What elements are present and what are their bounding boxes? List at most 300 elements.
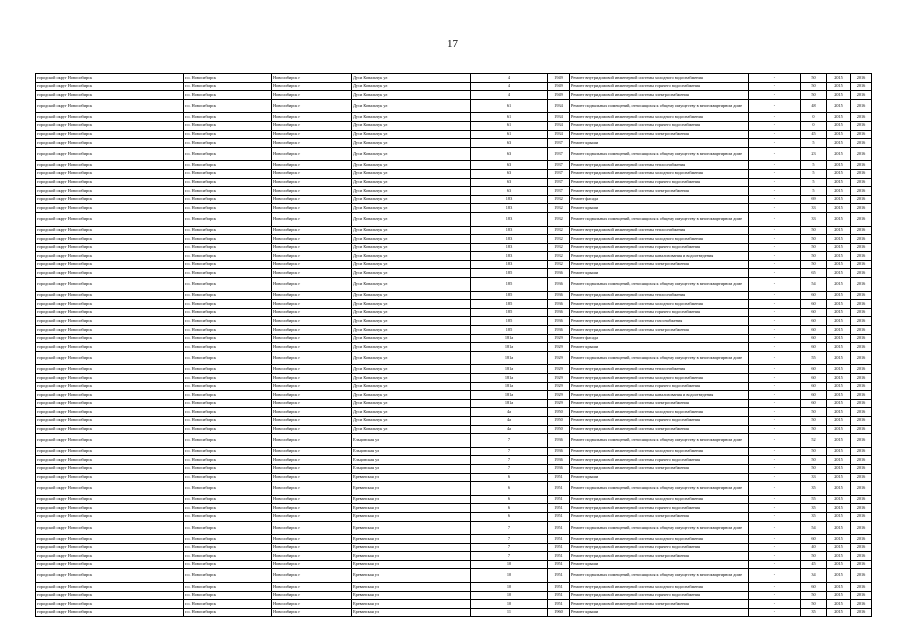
city-cell: Новосибирск г <box>272 308 352 317</box>
district-cell: городской округ Новосибирск <box>36 583 184 592</box>
cost-cell: 65 <box>801 269 827 278</box>
district-cell: городской округ Новосибирск <box>36 382 184 391</box>
work-type-cell: Ремонт крыши <box>570 269 749 278</box>
street-cell: Ереванская ул <box>352 535 471 544</box>
work-type-cell: Ремонт внутридомовой инженерной системы горячего водоснабжения <box>570 121 749 130</box>
street-cell: Ереванская ул <box>352 591 471 600</box>
end-year-cell: 2016 <box>851 591 872 600</box>
street-cell: Дуси Ковальчук ул <box>352 399 471 408</box>
district-cell: городской округ Новосибирск <box>36 308 184 317</box>
end-year-cell: 2016 <box>851 161 872 170</box>
work-type-cell: Ремонт внутридомовой инженерной системы электроснабжения <box>570 91 749 100</box>
dash-cell: - <box>749 161 801 170</box>
street-cell: Дуси Ковальчук ул <box>352 139 471 148</box>
municipality-cell: г.о. Новосибирск <box>184 187 272 196</box>
table-row <box>36 260 872 269</box>
city-cell: Новосибирск г <box>272 343 352 352</box>
cost-cell: 35 <box>801 608 827 617</box>
street-cell: Ереванская ул <box>352 608 471 617</box>
end-year-cell: 2016 <box>851 113 872 122</box>
house-number-cell: 6 <box>471 482 548 496</box>
start-year-cell: 2015 <box>827 161 851 170</box>
start-year-cell: 2015 <box>827 139 851 148</box>
municipality-cell: г.о. Новосибирск <box>184 291 272 300</box>
district-cell: городской округ Новосибирск <box>36 608 184 617</box>
table-row <box>36 416 872 425</box>
street-cell: Дуси Ковальчук ул <box>352 187 471 196</box>
dash-cell: - <box>749 334 801 343</box>
end-year-cell: 2016 <box>851 382 872 391</box>
street-cell: Дуси Ковальчук ул <box>352 252 471 261</box>
cost-cell: 0 <box>801 121 827 130</box>
dash-cell: - <box>749 195 801 204</box>
city-cell: Новосибирск г <box>272 99 352 113</box>
build-year-cell: 1949 <box>548 91 570 100</box>
start-year-cell: 2015 <box>827 212 851 226</box>
start-year-cell: 2015 <box>827 235 851 244</box>
district-cell: городской округ Новосибирск <box>36 391 184 400</box>
street-cell: Ереванская ул <box>352 600 471 609</box>
dash-cell: - <box>749 351 801 365</box>
dash-cell: - <box>749 82 801 91</box>
cost-cell: 50 <box>801 464 827 473</box>
cost-cell: 60 <box>801 300 827 309</box>
house-number-cell: 4 <box>471 91 548 100</box>
district-cell: городской округ Новосибирск <box>36 482 184 496</box>
dash-cell: - <box>749 147 801 161</box>
cost-cell: 55 <box>801 351 827 365</box>
house-number-cell: 4а <box>471 425 548 434</box>
dash-cell: - <box>749 291 801 300</box>
street-cell: Дуси Ковальчук ул <box>352 425 471 434</box>
end-year-cell: 2016 <box>851 560 872 569</box>
dash-cell: - <box>749 447 801 456</box>
cost-cell: 55 <box>801 495 827 504</box>
end-year-cell: 2016 <box>851 495 872 504</box>
build-year-cell: 1951 <box>548 569 570 583</box>
end-year-cell: 2016 <box>851 130 872 139</box>
end-year-cell: 2016 <box>851 91 872 100</box>
city-cell: Новосибирск г <box>272 121 352 130</box>
cost-cell: 50 <box>801 243 827 252</box>
start-year-cell: 2015 <box>827 291 851 300</box>
build-year-cell: 1936 <box>548 291 570 300</box>
end-year-cell: 2016 <box>851 408 872 417</box>
table-row <box>36 252 872 261</box>
municipality-cell: г.о. Новосибирск <box>184 130 272 139</box>
house-number-cell: 63 <box>471 178 548 187</box>
dash-cell: - <box>749 74 801 83</box>
municipality-cell: г.о. Новосибирск <box>184 382 272 391</box>
build-year-cell: 1936 <box>548 300 570 309</box>
house-number-cell: 183 <box>471 260 548 269</box>
street-cell: Ельцовская ул <box>352 456 471 465</box>
work-type-cell: Ремонт внутридомовой инженерной системы горячего водоснабжения <box>570 456 749 465</box>
house-number-cell: 183 <box>471 226 548 235</box>
build-year-cell: 1932 <box>548 252 570 261</box>
city-cell: Новосибирск г <box>272 91 352 100</box>
dash-cell: - <box>749 543 801 552</box>
cost-cell: 60 <box>801 374 827 383</box>
work-type-cell: Ремонт крыши <box>570 560 749 569</box>
end-year-cell: 2016 <box>851 543 872 552</box>
start-year-cell: 2015 <box>827 425 851 434</box>
district-cell: городской округ Новосибирск <box>36 147 184 161</box>
district-cell: городской округ Новосибирск <box>36 139 184 148</box>
house-number-cell: 181а <box>471 382 548 391</box>
district-cell: городской округ Новосибирск <box>36 317 184 326</box>
street-cell: Ереванская ул <box>352 521 471 535</box>
table-row <box>36 308 872 317</box>
start-year-cell: 2015 <box>827 408 851 417</box>
cost-cell: 60 <box>801 382 827 391</box>
start-year-cell: 2015 <box>827 416 851 425</box>
work-type-cell: Ремонт фасада <box>570 334 749 343</box>
build-year-cell: 1950 <box>548 416 570 425</box>
district-cell: городской округ Новосибирск <box>36 212 184 226</box>
cost-cell: 50 <box>801 591 827 600</box>
table-row <box>36 169 872 178</box>
end-year-cell: 2016 <box>851 425 872 434</box>
end-year-cell: 2016 <box>851 121 872 130</box>
start-year-cell: 2015 <box>827 464 851 473</box>
dash-cell: - <box>749 99 801 113</box>
district-cell: городской округ Новосибирск <box>36 408 184 417</box>
municipality-cell: г.о. Новосибирск <box>184 269 272 278</box>
end-year-cell: 2016 <box>851 416 872 425</box>
table-row <box>36 608 872 617</box>
table-row <box>36 343 872 352</box>
municipality-cell: г.о. Новосибирск <box>184 235 272 244</box>
table-row <box>36 425 872 434</box>
street-cell: Дуси Ковальчук ул <box>352 91 471 100</box>
district-cell: городской округ Новосибирск <box>36 91 184 100</box>
municipality-cell: г.о. Новосибирск <box>184 447 272 456</box>
house-number-cell: 7 <box>471 552 548 561</box>
build-year-cell: 1934 <box>548 99 570 113</box>
table-row <box>36 178 872 187</box>
end-year-cell: 2016 <box>851 308 872 317</box>
work-type-cell: Ремонт подвальных помещений, относящихся к общему имуществу в многоквартирном доме <box>570 99 749 113</box>
work-type-cell: Ремонт внутридомовой инженерной системы горячего водоснабжения <box>570 543 749 552</box>
build-year-cell: 1936 <box>548 278 570 292</box>
build-year-cell: 1937 <box>548 169 570 178</box>
dash-cell: - <box>749 113 801 122</box>
start-year-cell: 2015 <box>827 569 851 583</box>
street-cell: Ереванская ул <box>352 583 471 592</box>
end-year-cell: 2016 <box>851 608 872 617</box>
municipality-cell: г.о. Новосибирск <box>184 113 272 122</box>
table-row <box>36 269 872 278</box>
dash-cell: - <box>749 569 801 583</box>
table-row <box>36 399 872 408</box>
district-cell: городской округ Новосибирск <box>36 195 184 204</box>
end-year-cell: 2016 <box>851 456 872 465</box>
table-row <box>36 535 872 544</box>
city-cell: Новосибирск г <box>272 147 352 161</box>
district-cell: городской округ Новосибирск <box>36 187 184 196</box>
cost-cell: 33 <box>801 204 827 213</box>
street-cell: Дуси Ковальчук ул <box>352 291 471 300</box>
house-number-cell: 6 <box>471 504 548 513</box>
city-cell: Новосибирск г <box>272 161 352 170</box>
cost-cell: 45 <box>801 560 827 569</box>
start-year-cell: 2015 <box>827 169 851 178</box>
city-cell: Новосибирск г <box>272 187 352 196</box>
table-row <box>36 113 872 122</box>
city-cell: Новосибирск г <box>272 269 352 278</box>
municipality-cell: г.о. Новосибирск <box>184 147 272 161</box>
cost-cell: 60 <box>801 391 827 400</box>
build-year-cell: 1937 <box>548 187 570 196</box>
start-year-cell: 2015 <box>827 74 851 83</box>
table-row <box>36 569 872 583</box>
build-year-cell: 1936 <box>548 464 570 473</box>
street-cell: Дуси Ковальчук ул <box>352 82 471 91</box>
dash-cell: - <box>749 121 801 130</box>
dash-cell: - <box>749 512 801 521</box>
dash-cell: - <box>749 235 801 244</box>
city-cell: Новосибирск г <box>272 130 352 139</box>
house-number-cell: 7 <box>471 434 548 448</box>
district-cell: городской округ Новосибирск <box>36 252 184 261</box>
municipality-cell: г.о. Новосибирск <box>184 473 272 482</box>
build-year-cell: 1950 <box>548 425 570 434</box>
city-cell: Новосибирск г <box>272 195 352 204</box>
build-year-cell: 1951 <box>548 504 570 513</box>
house-number-cell: 61 <box>471 130 548 139</box>
end-year-cell: 2016 <box>851 351 872 365</box>
city-cell: Новосибирск г <box>272 583 352 592</box>
cost-cell: 50 <box>801 252 827 261</box>
cost-cell: 54 <box>801 521 827 535</box>
municipality-cell: г.о. Новосибирск <box>184 243 272 252</box>
cost-cell: 5 <box>801 178 827 187</box>
cost-cell: 60 <box>801 326 827 335</box>
table-row <box>36 464 872 473</box>
build-year-cell: 1936 <box>548 269 570 278</box>
house-number-cell: 7 <box>471 447 548 456</box>
table-row <box>36 326 872 335</box>
dash-cell: - <box>749 535 801 544</box>
end-year-cell: 2016 <box>851 343 872 352</box>
street-cell: Ереванская ул <box>352 495 471 504</box>
build-year-cell: 1937 <box>548 178 570 187</box>
work-type-cell: Ремонт подвальных помещений, относящихся к общему имуществу в многоквартирном доме <box>570 351 749 365</box>
end-year-cell: 2016 <box>851 482 872 496</box>
cost-cell: 5 <box>801 187 827 196</box>
dash-cell: - <box>749 600 801 609</box>
municipality-cell: г.о. Новосибирск <box>184 408 272 417</box>
house-number-cell: 63 <box>471 161 548 170</box>
build-year-cell: 1929 <box>548 343 570 352</box>
work-type-cell: Ремонт внутридомовой инженерной системы электроснабжения <box>570 512 749 521</box>
district-cell: городской округ Новосибирск <box>36 456 184 465</box>
street-cell: Дуси Ковальчук ул <box>352 416 471 425</box>
district-cell: городской округ Новосибирск <box>36 512 184 521</box>
table-row <box>36 552 872 561</box>
municipality-cell: г.о. Новосибирск <box>184 464 272 473</box>
end-year-cell: 2016 <box>851 512 872 521</box>
work-type-cell: Ремонт крыши <box>570 204 749 213</box>
start-year-cell: 2015 <box>827 187 851 196</box>
build-year-cell: 1951 <box>548 600 570 609</box>
district-cell: городской округ Новосибирск <box>36 600 184 609</box>
start-year-cell: 2015 <box>827 504 851 513</box>
city-cell: Новосибирск г <box>272 408 352 417</box>
build-year-cell: 1951 <box>548 482 570 496</box>
street-cell: Ереванская ул <box>352 482 471 496</box>
district-cell: городской округ Новосибирск <box>36 130 184 139</box>
house-number-cell: 4 <box>471 82 548 91</box>
work-type-cell: Ремонт внутридомовой инженерной системы горячего водоснабжения <box>570 243 749 252</box>
city-cell: Новосибирск г <box>272 504 352 513</box>
municipality-cell: г.о. Новосибирск <box>184 252 272 261</box>
cost-cell: 35 <box>801 504 827 513</box>
house-number-cell: 183 <box>471 243 548 252</box>
district-cell: городской округ Новосибирск <box>36 74 184 83</box>
build-year-cell: 1932 <box>548 195 570 204</box>
municipality-cell: г.о. Новосибирск <box>184 591 272 600</box>
start-year-cell: 2015 <box>827 147 851 161</box>
start-year-cell: 2015 <box>827 204 851 213</box>
dash-cell: - <box>749 130 801 139</box>
city-cell: Новосибирск г <box>272 399 352 408</box>
street-cell: Дуси Ковальчук ул <box>352 204 471 213</box>
build-year-cell: 1937 <box>548 139 570 148</box>
city-cell: Новосибирск г <box>272 365 352 374</box>
start-year-cell: 2015 <box>827 447 851 456</box>
house-number-cell: 11 <box>471 608 548 617</box>
table-body <box>36 74 872 617</box>
dash-cell: - <box>749 300 801 309</box>
city-cell: Новосибирск г <box>272 300 352 309</box>
table-row <box>36 447 872 456</box>
city-cell: Новосибирск г <box>272 74 352 83</box>
dash-cell: - <box>749 416 801 425</box>
city-cell: Новосибирск г <box>272 113 352 122</box>
city-cell: Новосибирск г <box>272 317 352 326</box>
house-number-cell: 63 <box>471 139 548 148</box>
house-number-cell: 61 <box>471 99 548 113</box>
house-number-cell: 183 <box>471 204 548 213</box>
table-row <box>36 187 872 196</box>
cost-cell: 50 <box>801 91 827 100</box>
table-row <box>36 434 872 448</box>
city-cell: Новосибирск г <box>272 351 352 365</box>
dash-cell: - <box>749 495 801 504</box>
work-type-cell: Ремонт внутридомовой инженерной системы электроснабжения <box>570 260 749 269</box>
build-year-cell: 1949 <box>548 74 570 83</box>
build-year-cell: 1932 <box>548 235 570 244</box>
street-cell: Дуси Ковальчук ул <box>352 130 471 139</box>
start-year-cell: 2015 <box>827 308 851 317</box>
city-cell: Новосибирск г <box>272 212 352 226</box>
district-cell: городской округ Новосибирск <box>36 334 184 343</box>
table-row <box>36 99 872 113</box>
start-year-cell: 2015 <box>827 560 851 569</box>
municipality-cell: г.о. Новосибирск <box>184 456 272 465</box>
table-row <box>36 91 872 100</box>
municipality-cell: г.о. Новосибирск <box>184 552 272 561</box>
end-year-cell: 2016 <box>851 374 872 383</box>
municipality-cell: г.о. Новосибирск <box>184 91 272 100</box>
build-year-cell: 1929 <box>548 374 570 383</box>
end-year-cell: 2016 <box>851 464 872 473</box>
work-type-cell: Ремонт внутридомовой инженерной системы газоснабжения <box>570 317 749 326</box>
start-year-cell: 2015 <box>827 583 851 592</box>
work-type-cell: Ремонт внутридомовой инженерной системы холодного водоснабжения <box>570 408 749 417</box>
table-row <box>36 278 872 292</box>
city-cell: Новосибирск г <box>272 260 352 269</box>
street-cell: Дуси Ковальчук ул <box>352 365 471 374</box>
municipality-cell: г.о. Новосибирск <box>184 195 272 204</box>
work-type-cell: Ремонт внутридомовой инженерной системы холодного водоснабжения <box>570 374 749 383</box>
dash-cell: - <box>749 187 801 196</box>
city-cell: Новосибирск г <box>272 235 352 244</box>
dash-cell: - <box>749 260 801 269</box>
end-year-cell: 2016 <box>851 583 872 592</box>
district-cell: городской округ Новосибирск <box>36 521 184 535</box>
start-year-cell: 2015 <box>827 521 851 535</box>
dash-cell: - <box>749 326 801 335</box>
dash-cell: - <box>749 269 801 278</box>
cost-cell: 60 <box>801 334 827 343</box>
city-cell: Новосибирск г <box>272 425 352 434</box>
street-cell: Дуси Ковальчук ул <box>352 260 471 269</box>
city-cell: Новосибирск г <box>272 382 352 391</box>
district-cell: городской округ Новосибирск <box>36 243 184 252</box>
end-year-cell: 2016 <box>851 552 872 561</box>
build-year-cell: 1932 <box>548 204 570 213</box>
cost-cell: 33 <box>801 212 827 226</box>
build-year-cell: 1951 <box>548 521 570 535</box>
district-cell: городской округ Новосибирск <box>36 543 184 552</box>
house-number-cell: 181а <box>471 334 548 343</box>
street-cell: Ереванская ул <box>352 552 471 561</box>
end-year-cell: 2016 <box>851 169 872 178</box>
build-year-cell: 1960 <box>548 608 570 617</box>
municipality-cell: г.о. Новосибирск <box>184 569 272 583</box>
house-number-cell: 4а <box>471 408 548 417</box>
municipality-cell: г.о. Новосибирск <box>184 512 272 521</box>
cost-cell: 50 <box>801 74 827 83</box>
build-year-cell: 1949 <box>548 82 570 91</box>
house-number-cell: 185 <box>471 269 548 278</box>
street-cell: Дуси Ковальчук ул <box>352 391 471 400</box>
cost-cell: 60 <box>801 308 827 317</box>
table-row <box>36 139 872 148</box>
house-number-cell: 181а <box>471 365 548 374</box>
table-row <box>36 473 872 482</box>
municipality-cell: г.о. Новосибирск <box>184 399 272 408</box>
end-year-cell: 2016 <box>851 473 872 482</box>
build-year-cell: 1929 <box>548 334 570 343</box>
dash-cell: - <box>749 583 801 592</box>
cost-cell: 50 <box>801 425 827 434</box>
district-cell: городской округ Новосибирск <box>36 560 184 569</box>
street-cell: Дуси Ковальчук ул <box>352 317 471 326</box>
city-cell: Новосибирск г <box>272 334 352 343</box>
city-cell: Новосибирск г <box>272 169 352 178</box>
end-year-cell: 2016 <box>851 434 872 448</box>
cost-cell: 52 <box>801 434 827 448</box>
district-cell: городской округ Новосибирск <box>36 365 184 374</box>
work-type-cell: Ремонт подвальных помещений, относящихся к общему имуществу в многоквартирном доме <box>570 212 749 226</box>
build-year-cell: 1951 <box>548 560 570 569</box>
start-year-cell: 2015 <box>827 374 851 383</box>
street-cell: Дуси Ковальчук ул <box>352 243 471 252</box>
